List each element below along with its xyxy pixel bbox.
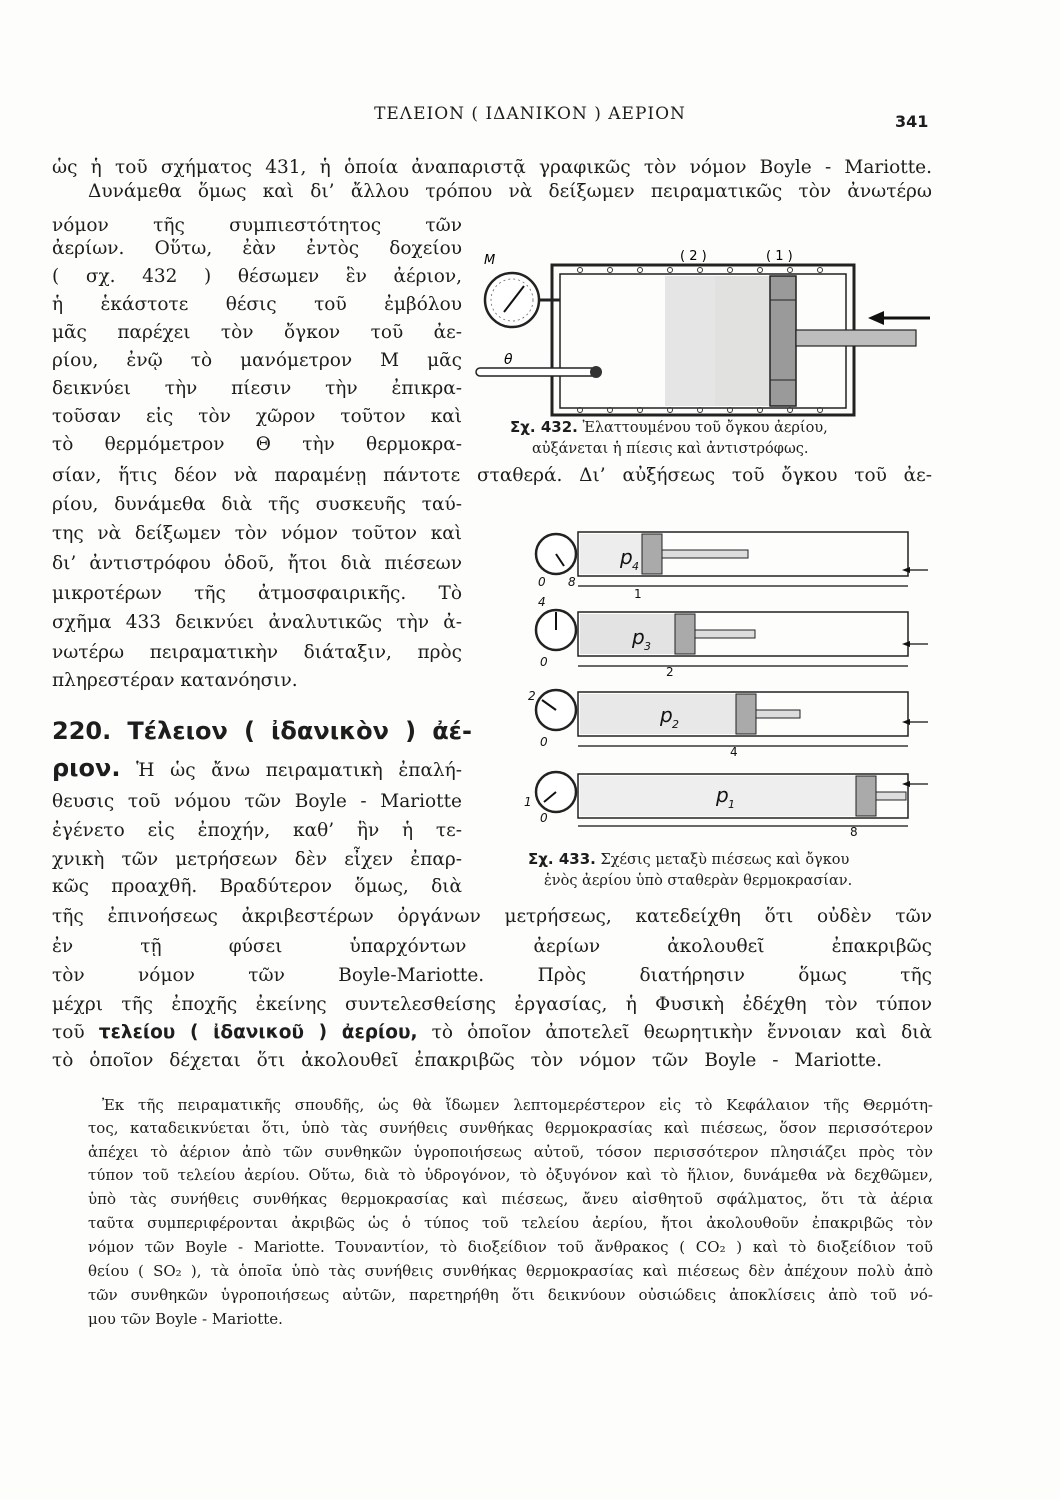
text-span: τὸ ὁποῖον ἀποτελεῖ θεωρητικὴν ἔννοιαν καὶ διὰ bbox=[431, 1022, 933, 1043]
tick-label: 8 bbox=[850, 825, 858, 839]
tick-label: 2 bbox=[666, 665, 674, 679]
text-line: δεικνύει τὴν πίεσιν τὴν ἐπικρα- bbox=[52, 378, 462, 399]
text-line: μικροτέρων τῆς ἀτμοσφαιρικῆς. Τὸ bbox=[52, 583, 462, 604]
footnote-line: νόμον τῶν Boyle - Mariotte. Τουναντίον, τὸ διοξείδιον τοῦ ἄνθρακος ( CO₂ ) καὶ τὸ διοξείδιον τοῦ bbox=[88, 1238, 933, 1256]
text-line: τῆς ἐπινοήσεως ἀκριβεστέρων ὀργάνων μετρήσεως, κατεδείχθη ὅτι οὐδὲν τῶν bbox=[52, 906, 932, 927]
piston bbox=[856, 776, 876, 816]
piston-rod bbox=[756, 710, 800, 718]
tick-label: 4 bbox=[730, 745, 738, 759]
section-title: Τέλειον ( ἰδανικὸν ) ἀέ- bbox=[127, 717, 473, 745]
text-line bbox=[52, 1022, 932, 1044]
piston-rod bbox=[662, 550, 748, 558]
text-line: σίαν, ἥτις δέον νὰ παραμένῃ πάντοτε σταθερά. Δι’ αὐξήσεως τοῦ ὄγκου τοῦ ἀε- bbox=[52, 465, 932, 486]
gauge-top: 2 bbox=[528, 689, 536, 703]
label-theta: θ bbox=[504, 352, 513, 368]
p-sub: 1 bbox=[728, 798, 735, 811]
caption-text: Σχέσις μεταξὺ πιέσεως καὶ ὄγκου bbox=[600, 852, 850, 868]
footnote-line: τῶν συνθηκῶν ὑγροποιήσεως αὐτῶν, παρετηρήθη ὅτι δεικνύουν οὐσιώδεις ἀποκλίσεις ἀπὸ τοῦ νό- bbox=[88, 1286, 933, 1304]
gauge-left: 0 bbox=[540, 811, 548, 825]
p-label: p bbox=[660, 703, 673, 727]
footnote-line: ταῦτα συμπεριφέρονται ἀκριβῶς ὡς ὁ τύπος τοῦ τελείου ἀερίου, ἤτοι ἀκολουθοῦν ἐπακριβῶς τὸν bbox=[88, 1214, 933, 1232]
text-line: ἀερίων. Οὕτω, ἐὰν ἐντὸς δοχείου bbox=[52, 238, 462, 259]
thermometer bbox=[476, 368, 596, 376]
text-line: τὸν νόμον τῶν Boyle-Mariotte. Πρὸς διατήρησιν ὅμως τῆς bbox=[52, 965, 932, 986]
fig433-row-2 bbox=[536, 595, 928, 679]
piston bbox=[770, 276, 796, 406]
gas-region bbox=[665, 276, 715, 406]
footnote-line: Ἐκ τῆς πειραματικῆς σπουδῆς, ὡς θὰ ἴδωμεν λεπτομερέστερον εἰς τὸ Κεφάλαιον τῆς Θερμότη- bbox=[102, 1096, 933, 1114]
gauge-right: 8 bbox=[568, 575, 576, 589]
bold-term: τελείου ( ἰδανικοῦ ) ἀερίου, bbox=[98, 1022, 418, 1043]
text-line: τὸ θερμόμετρον Θ τὴν θερμοκρα- bbox=[52, 434, 462, 455]
piston-rod bbox=[876, 792, 906, 800]
gas-region-compressed bbox=[715, 276, 770, 406]
text-line bbox=[52, 754, 462, 782]
caption-label: Σχ. 433. bbox=[528, 850, 596, 868]
text-line: κῶς προαχθῆ. Βραδύτερον ὅμως, διὰ bbox=[52, 876, 462, 897]
text-line: μέχρι τῆς ἐποχῆς ἐκείνης συντελεσθείσης ἐργασίας, ἡ Φυσικὴ ἐδέχθη τὸν τύπον bbox=[52, 994, 932, 1015]
tick-label: 1 bbox=[634, 587, 642, 601]
text-line: της νὰ δείξωμεν τὸν νόμον τοῦτον καὶ bbox=[52, 523, 462, 544]
figure-433-caption-line2: ἑνὸς ἀερίου ὑπὸ σταθερὰν θερμοκρασίαν. bbox=[544, 873, 853, 889]
piston bbox=[642, 534, 662, 574]
gauge-side: 1 bbox=[524, 795, 532, 809]
text-line: ὡς ἡ τοῦ σχήματος 431, ἡ ὁποία ἀναπαριστᾷ γραφικῶς τὸν νόμον Boyle - Mariotte. bbox=[52, 157, 932, 178]
page-number: 341 bbox=[895, 112, 929, 131]
p-sub: 2 bbox=[672, 718, 679, 731]
section-number: 220. bbox=[52, 717, 112, 745]
text-line: δι’ ἀντιστρόφου ὁδοῦ, ἤτοι διὰ πιέσεων bbox=[52, 553, 462, 574]
gauge-left: 0 bbox=[540, 735, 548, 749]
piston-rod bbox=[796, 330, 916, 346]
p-sub: 4 bbox=[632, 560, 639, 573]
fig433-row-1 bbox=[536, 532, 928, 601]
fig433-row-3 bbox=[528, 689, 928, 759]
p-label: p bbox=[716, 783, 729, 807]
figure-433 bbox=[520, 520, 940, 840]
gauge-left: 0 bbox=[540, 655, 548, 669]
text-line: σχῆμα 433 δεικνύει ἀναλυτικῶς τὴν ἀ- bbox=[52, 612, 462, 633]
text-line: θευσις τοῦ νόμου τῶν Boyle - Mariotte bbox=[52, 791, 462, 812]
gauge-top: 4 bbox=[538, 595, 546, 609]
caption-text: Ἐλαττουμένου τοῦ ὄγκου ἀερίου, bbox=[582, 420, 828, 436]
figure-432-caption bbox=[510, 418, 828, 437]
text-line: νόμον τῆς συμπιεστότητος τῶν bbox=[52, 215, 462, 236]
text-line: νωτέρω πειραματικὴν διάταξιν, πρὸς bbox=[52, 642, 462, 663]
footnote-line: τος, καταδεικνύεται ὅτι, ὑπὸ τὰς συνήθεις συνθήκας θερμοκρασίας καὶ πιέσεως, ὅσον περισσότερον bbox=[88, 1119, 933, 1137]
footnote-line: μου τῶν Boyle - Mariotte. bbox=[88, 1310, 283, 1328]
footnote-line: ἀπέχει τὸ ἀέριον ἀπὸ τῶν συνθηκῶν ὑγροποιήσεως αὐτοῦ, τόσον περισσότερον πλησιάζει πρὸς τὸν bbox=[88, 1143, 933, 1161]
gauge-left: 0 bbox=[538, 575, 546, 589]
thermometer-bulb bbox=[590, 366, 602, 378]
footnote-line: ὑπὸ τὰς συνήθεις συνθήκας θερμοκρασίας καὶ πιέσεως, ἄνευ αἰσθητοῦ σφάλματος, ὅτι τὰ ἀέρια bbox=[88, 1190, 933, 1208]
piston-rod bbox=[695, 630, 755, 638]
label-2: ( 2 ) bbox=[680, 249, 707, 264]
text-line: τὸ ὁποῖον δέχεται ὅτι ἀκολουθεῖ ἐπακριβῶς τὸν νόμον τῶν Boyle - Mariotte. bbox=[52, 1050, 882, 1071]
caption-label: Σχ. 432. bbox=[510, 418, 578, 436]
section-heading bbox=[52, 716, 472, 746]
footnote-line: τύπον τοῦ τελείου ἀερίου. Οὕτω, διὰ τὸ ὑδρογόνον, τὸ ὀξυγόνον καὶ τὸ ἥλιον, δυνάμεθα νὰ δεχθῶμεν, bbox=[88, 1166, 933, 1184]
piston bbox=[736, 694, 756, 734]
label-1: ( 1 ) bbox=[766, 249, 793, 264]
figure-432 bbox=[460, 240, 940, 420]
text-span: τοῦ bbox=[52, 1022, 85, 1043]
text-span: Ἡ ὡς ἄνω πειραματικὴ ἐπαλή- bbox=[136, 760, 462, 781]
push-arrow-head bbox=[868, 311, 884, 325]
running-header: ΤΕΛΕΙΟΝ ( ΙΔΑΝΙΚΟΝ ) ΑΕΡΙΟΝ bbox=[374, 104, 686, 124]
text-line: ( σχ. 432 ) θέσωμεν ἓν ἀέριον, bbox=[52, 266, 462, 287]
label-M: Μ bbox=[484, 253, 496, 268]
text-line: Δυνάμεθα ὅμως καὶ δι’ ἄλλου τρόπου νὰ δείξωμεν πειραματικῶς τὸν ἀνωτέρω bbox=[88, 181, 932, 202]
p-label: p bbox=[632, 625, 645, 649]
figure-432-caption-line2: αὐξάνεται ἡ πίεσις καὶ ἀντιστρόφως. bbox=[532, 441, 809, 457]
section-title-cont: ριον. bbox=[52, 754, 121, 782]
fig433-row-4 bbox=[524, 772, 928, 839]
p-sub: 3 bbox=[644, 640, 651, 653]
text-line: χνικὴ τῶν μετρήσεων δὲν εἶχεν ἐπαρ- bbox=[52, 849, 462, 870]
text-line: ἐγένετο εἰς ἐποχήν, καθ’ ἣν ἡ τε- bbox=[52, 820, 462, 841]
text-line: ἡ ἑκάστοτε θέσις τοῦ ἐμβόλου bbox=[52, 294, 462, 315]
piston bbox=[675, 614, 695, 654]
text-line: ρίου, δυνάμεθα διὰ τῆς συσκευῆς ταύ- bbox=[52, 494, 462, 515]
footnote-line: θείου ( SO₂ ), τὰ ὁποῖα ὑπὸ τὰς συνήθεις συνθήκας θερμοκρασίας καὶ πιέσεως δὲν ἀπέχουν πολὺ ἀπὸ bbox=[88, 1262, 933, 1280]
text-line: τοῦσαν εἰς τὸν χῶρον τοῦτον καὶ bbox=[52, 406, 462, 427]
text-line: ρίου, ἐνῷ τὸ μανόμετρον Μ μᾶς bbox=[52, 350, 462, 371]
p-label: p bbox=[620, 545, 633, 569]
text-line: ἐν τῇ φύσει ὑπαρχόντων ἀερίων ἀκολουθεῖ ἐπακριβῶς bbox=[52, 936, 932, 957]
text-line: πληρεστέραν κατανόησιν. bbox=[52, 670, 298, 691]
text-line: μᾶς παρέχει τὸν ὄγκον τοῦ ἀε- bbox=[52, 322, 462, 343]
figure-433-caption bbox=[528, 850, 849, 869]
